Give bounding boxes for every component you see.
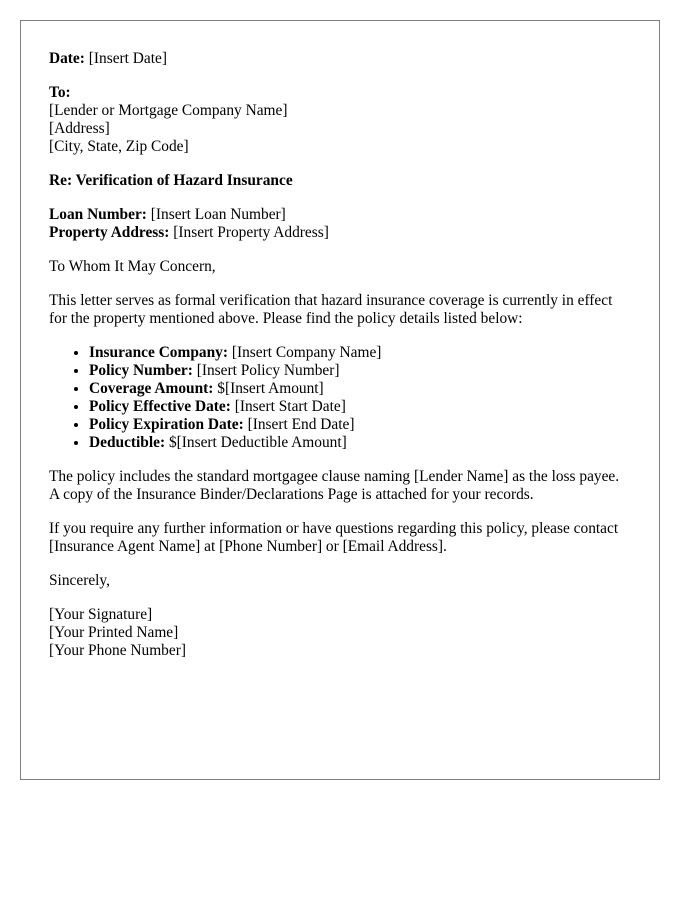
property-address-line <box>49 224 631 242</box>
detail-label: Policy Expiration Date: <box>89 416 244 433</box>
recipient-block <box>49 84 631 156</box>
detail-label: Coverage Amount: <box>89 380 214 397</box>
list-item <box>89 344 631 362</box>
policy-details-list <box>49 344 631 452</box>
detail-value: [Insert Start Date] <box>234 398 346 415</box>
detail-value: $[Insert Deductible Amount] <box>168 434 347 451</box>
date-line <box>49 50 631 68</box>
printed-name-line: [Your Printed Name] <box>49 624 179 641</box>
signature-line: [Your Signature] <box>49 606 153 623</box>
list-item <box>89 416 631 434</box>
phone-number-line: [Your Phone Number] <box>49 642 186 659</box>
list-item <box>89 380 631 398</box>
list-item <box>89 398 631 416</box>
closing: Sincerely, <box>49 572 110 589</box>
detail-value: [Insert Policy Number] <box>196 362 340 379</box>
recipient-name: [Lender or Mortgage Company Name] <box>49 102 288 119</box>
loan-number-value: [Insert Loan Number] <box>150 206 286 223</box>
list-item <box>89 434 631 452</box>
signature-block <box>49 606 631 660</box>
property-address-value: [Insert Property Address] <box>173 224 329 241</box>
intro-paragraph: This letter serves as formal verification that hazard insurance coverage is currently in effect for the property mentioned above. Please find the policy details listed below: <box>49 292 613 327</box>
recipient-address: [Address] <box>49 120 110 137</box>
detail-label: Policy Effective Date: <box>89 398 231 415</box>
detail-label: Insurance Company: <box>89 344 228 361</box>
list-item <box>89 362 631 380</box>
reference-block <box>49 206 631 242</box>
detail-value: [Insert Company Name] <box>231 344 382 361</box>
date-value: [Insert Date] <box>88 50 167 67</box>
detail-label: Deductible: <box>89 434 166 451</box>
detail-value: [Insert End Date] <box>247 416 355 433</box>
detail-value: $[Insert Amount] <box>217 380 324 397</box>
detail-label: Policy Number: <box>89 362 193 379</box>
date-label: Date: <box>49 50 85 67</box>
recipient-city-state-zip: [City, State, Zip Code] <box>49 138 189 155</box>
clause-paragraph: The policy includes the standard mortgagee clause naming [Lender Name] as the loss payee. A copy of the Insurance Binder/Declarations Page is attached for your records. <box>49 468 620 503</box>
property-address-label: Property Address: <box>49 224 170 241</box>
letter-page <box>20 20 660 780</box>
to-label: To: <box>49 84 71 101</box>
contact-paragraph: If you require any further information or have questions regarding this policy, please contact [Insurance Agent Name] at [Phone Number] or [Email Address]. <box>49 520 619 555</box>
subject-line: Re: Verification of Hazard Insurance <box>49 172 293 189</box>
salutation: To Whom It May Concern, <box>49 258 216 275</box>
loan-number-label: Loan Number: <box>49 206 147 223</box>
loan-number-line <box>49 206 631 224</box>
